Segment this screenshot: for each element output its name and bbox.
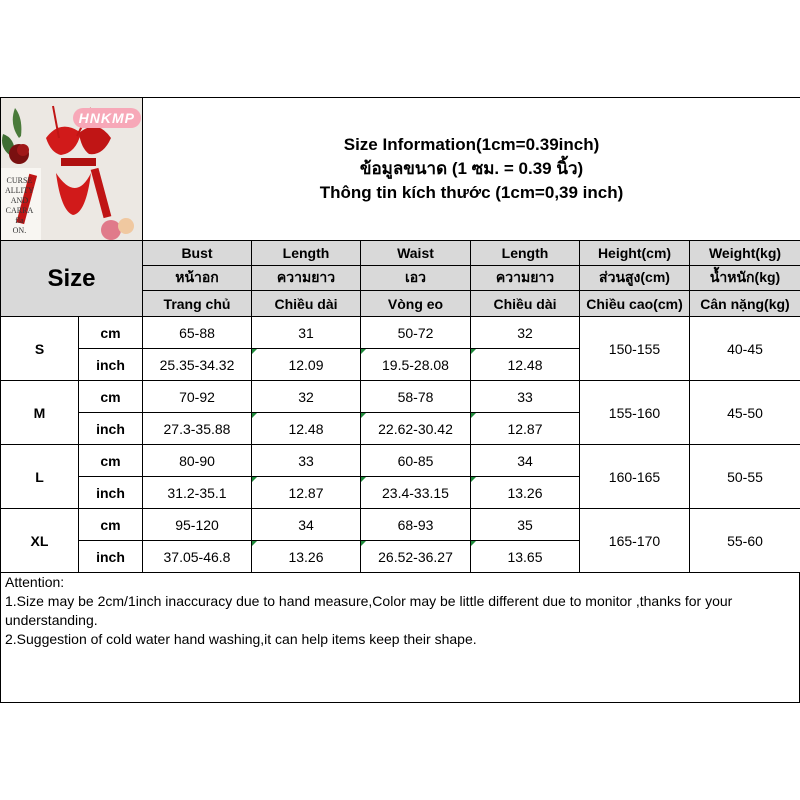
col-header-vi: Chiều dài (471, 291, 580, 317)
length-inch: 12.09 (252, 349, 361, 381)
unit-label: inch (79, 349, 143, 381)
waist-inch: 23.4-33.15 (361, 477, 471, 509)
attention-notes (0, 572, 800, 703)
length2-cm: 34 (471, 445, 580, 477)
col-header-th: ส่วนสูง(cm) (580, 266, 690, 291)
size-code: XL (1, 509, 79, 573)
col-header-th: ความยาว (252, 266, 361, 291)
bust-inch: 25.35-34.32 (143, 349, 252, 381)
length2-inch: 12.48 (471, 349, 580, 381)
height-range: 155-160 (580, 381, 690, 445)
size-code: L (1, 445, 79, 509)
bust-inch: 31.2-35.1 (143, 477, 252, 509)
unit-label: inch (79, 413, 143, 445)
attention-title: Attention: (5, 574, 65, 590)
length-inch: 13.26 (252, 541, 361, 573)
title-th: ข้อมูลขนาด (1 ซม. = 0.39 นิ้ว) (359, 159, 584, 178)
unit-label: inch (79, 477, 143, 509)
bust-inch: 37.05-46.8 (143, 541, 252, 573)
length-cm: 31 (252, 317, 361, 349)
unit-label: cm (79, 317, 143, 349)
col-header-vi: Vòng eo (361, 291, 471, 317)
col-header-th: หน้าอก (143, 266, 252, 291)
table-row (1, 381, 800, 413)
length-cm: 34 (252, 509, 361, 541)
unit-label: inch (79, 541, 143, 573)
waist-cm: 50-72 (361, 317, 471, 349)
title-vi: Thông tin kích thước (1cm=0,39 inch) (319, 183, 624, 202)
length2-cm: 35 (471, 509, 580, 541)
length2-inch: 13.65 (471, 541, 580, 573)
unit-label: cm (79, 445, 143, 477)
col-header-th: เอว (361, 266, 471, 291)
col-header-th: น้ำหนัก(kg) (690, 266, 800, 291)
col-header-th: ความยาว (471, 266, 580, 291)
waist-cm: 68-93 (361, 509, 471, 541)
col-header-en: Length (471, 241, 580, 266)
weight-range: 50-55 (690, 445, 800, 509)
col-header-en: Waist (361, 241, 471, 266)
waist-cm: 60-85 (361, 445, 471, 477)
height-range: 150-155 (580, 317, 690, 381)
waist-inch: 26.52-36.27 (361, 541, 471, 573)
product-photo (1, 98, 143, 241)
bust-inch: 27.3-35.88 (143, 413, 252, 445)
waist-inch: 22.62-30.42 (361, 413, 471, 445)
brand-badge: HNKMP (73, 108, 141, 128)
weight-range: 40-45 (690, 317, 800, 381)
length-cm: 33 (252, 445, 361, 477)
bust-cm: 80-90 (143, 445, 252, 477)
length-cm: 32 (252, 381, 361, 413)
size-table (0, 97, 800, 573)
waist-cm: 58-78 (361, 381, 471, 413)
length-inch: 12.48 (252, 413, 361, 445)
table-row (1, 509, 800, 541)
weight-range: 45-50 (690, 381, 800, 445)
photo-caption: CURSE ALLITY AND CARRA fla ON. (5, 176, 34, 235)
attention-note-2: 2.Suggestion of cold water hand washing,it can help items keep their shape. (5, 631, 477, 647)
table-row (1, 317, 800, 349)
unit-label: cm (79, 381, 143, 413)
length-inch: 12.87 (252, 477, 361, 509)
col-header-vi: Trang chủ (143, 291, 252, 317)
col-header-en: Length (252, 241, 361, 266)
weight-range: 55-60 (690, 509, 800, 573)
height-range: 160-165 (580, 445, 690, 509)
col-header-vi: Cân nặng(kg) (690, 291, 800, 317)
length2-inch: 12.87 (471, 413, 580, 445)
length2-cm: 33 (471, 381, 580, 413)
bust-cm: 70-92 (143, 381, 252, 413)
title-en: Size Information(1cm=0.39inch) (343, 135, 600, 154)
col-header-en: Weight(kg) (690, 241, 800, 266)
unit-label: cm (79, 509, 143, 541)
size-code: S (1, 317, 79, 381)
length2-inch: 13.26 (471, 477, 580, 509)
col-header-vi: Chiều cao(cm) (580, 291, 690, 317)
table-row (1, 445, 800, 477)
col-header-en: Height(cm) (580, 241, 690, 266)
attention-note-1: 1.Size may be 2cm/1inch inaccuracy due to hand measure,Color may be little different due to monitor ,thanks for your understanding. (5, 593, 733, 628)
size-code: M (1, 381, 79, 445)
bust-cm: 95-120 (143, 509, 252, 541)
height-range: 165-170 (580, 509, 690, 573)
length2-cm: 32 (471, 317, 580, 349)
col-header-en: Bust (143, 241, 252, 266)
bust-cm: 65-88 (143, 317, 252, 349)
waist-inch: 19.5-28.08 (361, 349, 471, 381)
title-block (143, 98, 800, 241)
col-header-vi: Chiều dài (252, 291, 361, 317)
size-header: Size (1, 241, 143, 317)
